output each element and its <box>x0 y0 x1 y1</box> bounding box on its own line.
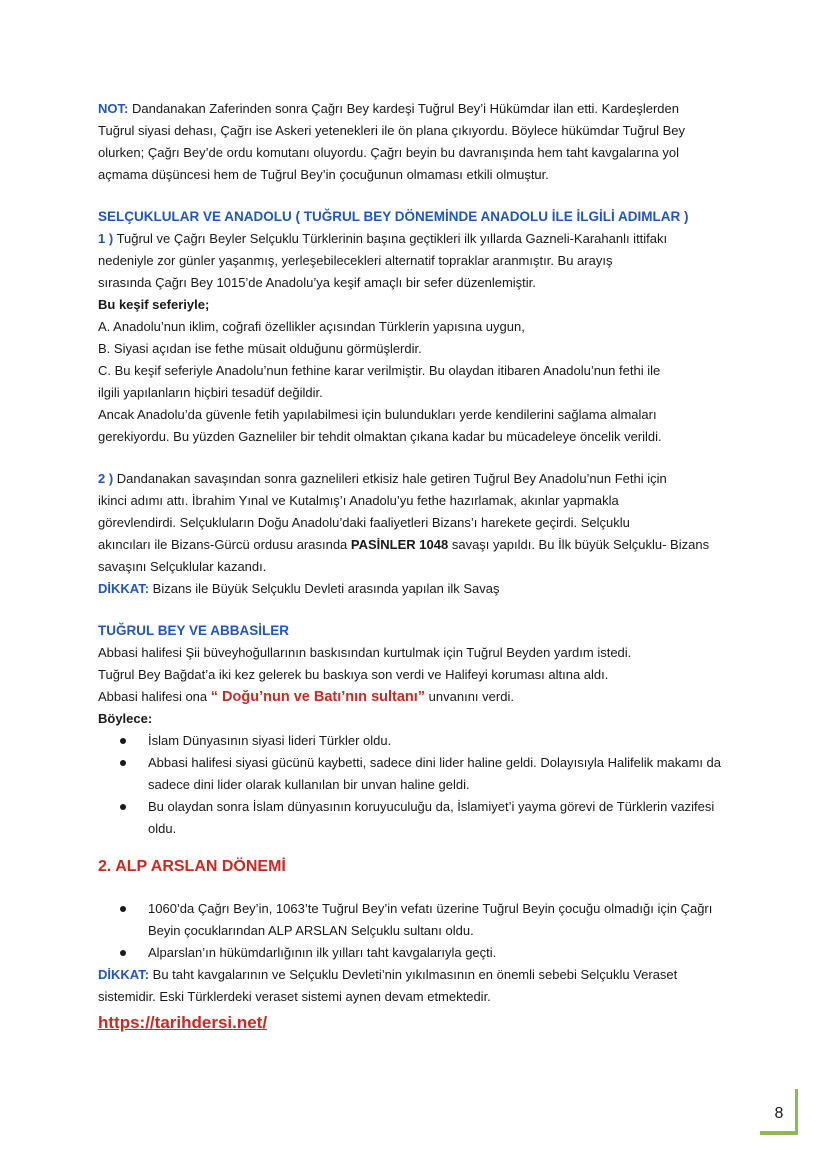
abbasids-line-1: Abbasi halifesi Şii büveyhoğullarının baskısından kurtulmak için Tuğrul Beyden yardım istedi. <box>98 645 632 660</box>
step1-item-c: C. Bu keşif seferiyle Anadolu’nun fethine karar verilmiştir. Bu olaydan itibaren Anadolu’nun fethi ile <box>98 363 661 378</box>
step1-item-b: B. Siyasi açıdan ise fethe müsait olduğunu görmüşlerdir. <box>98 341 422 356</box>
step1-item-d: Ancak Anadolu’da güvenle fetih yapılabilmesi için bulundukları yerde kendilerini sağlama almaları <box>98 407 657 422</box>
dikkat-label: DİKKAT: <box>98 581 150 596</box>
step2-line-3: görevlendirdi. Selçukluların Doğu Anadolu’daki faaliyetleri Bizans’ı harekete geçirdi. Selçuklu <box>98 515 630 530</box>
anatolia-heading: SELÇUKLULAR VE ANADOLU ( TUĞRUL BEY DÖNEMİNDE ANADOLU İLE İLGİLİ ADIMLAR ) <box>98 209 689 224</box>
note-line-3: olurken; Çağrı Bey’de ordu komutanı oluyordu. Çağrı beyin bu davranışında hem taht kavgalarına yol <box>98 145 680 160</box>
step1-num: 1 ) <box>98 231 114 246</box>
abbasids-line-2: Tuğrul Bey Bağdat’a iki kez gelerek bu baskıya son verdi ve Halifeyi koruması altına aldı. <box>98 667 609 682</box>
step1-item-a: A. Anadolu’nun iklim, coğrafi özellikler açısından Türklerin yapısına uygun, <box>98 319 525 334</box>
document-page <box>98 98 738 1036</box>
list-item: İslam Dünyasının siyasi lideri Türkler oldu. <box>120 730 738 752</box>
alparslan-dikkat-line-1: DİKKAT: Bu taht kavgalarının ve Selçuklu Devleti’nin yıkılmasının en önemli sebebi Selçuklu Veraset <box>98 967 678 982</box>
step1-line-2: nedeniyle zor günler yaşanmış, yerleşebilecekleri alternatif topraklar aranmıştır. Bu arayış <box>98 253 613 268</box>
alparslan-heading: 2. ALP ARSLAN DÖNEMİ <box>98 858 286 875</box>
page-number: 8 <box>774 1105 784 1122</box>
site-link[interactable]: https://tarihdersi.net/ <box>98 1013 268 1032</box>
dikkat-line: DİKKAT: Bizans ile Büyük Selçuklu Devleti arasında yapılan ilk Savaş <box>98 581 500 596</box>
step1-line-3: sırasında Çağrı Bey 1015’de Anadolu’ya keşif amaçlı bir sefer düzenlemiştir. <box>98 275 536 290</box>
list-item: Alparslan’ın hükümdarlığının ilk yılları taht kavgalarıyla geçti. <box>120 942 738 964</box>
list-item: Abbasi halifesi siyasi gücünü kaybetti, sadece dini lider haline geldi. Dolayısıyla Halifelik makamı da sadece dini lider olarak kullanılan bir unvan haline geldi. <box>120 752 738 796</box>
bullet-icon <box>120 906 126 912</box>
pasinler-battle: PASİNLER 1048 <box>350 537 449 552</box>
list-item: Bu olaydan sonra İslam dünyasının koruyuculuğu da, İslamiyet’i yayma görevi de Türklerin vazifesi oldu. <box>120 796 738 840</box>
bullet-icon <box>120 804 126 810</box>
step2-line-5: savaşını Selçuklular kazandı. <box>98 559 267 574</box>
note-line-1: NOT: Dandanakan Zaferinden sonra Çağrı Bey kardeşi Tuğrul Bey’i Hükümdar ilan etti. Kardeşlerden <box>98 101 679 116</box>
alparslan-bullets <box>98 898 738 964</box>
step2-num: 2 ) <box>98 471 114 486</box>
step1-bold-line: Bu keşif seferiyle; <box>98 297 210 312</box>
abbasids-heading: TUĞRUL BEY VE ABBASİLER <box>98 623 290 638</box>
note-label: NOT: <box>98 101 129 116</box>
bullet-icon <box>120 760 126 766</box>
site-link-line <box>98 1010 738 1036</box>
step2-line-2: ikinci adımı attı. İbrahim Yınal ve Kutalmış’ı Anadolu’yu fethe hazırlamak, akınlar yapmakla <box>98 493 619 508</box>
note-line-4: açmama düşüncesi hem de Tuğrul Bey’in çocuğunun olmaması etkili olmuştur. <box>98 167 549 182</box>
boylece-label: Böylece: <box>98 711 153 726</box>
abbasids-title-line: Abbasi halifesi ona “ Doğu’nun ve Batı’nın sultanı” unvanını verdi. <box>98 689 514 705</box>
note-line-2: Tuğrul siyasi dehası, Çağrı ise Askeri yetenekleri ile ön plana çıkıyordu. Böylece hükümdar Tuğrul Bey <box>98 123 685 138</box>
bullet-icon <box>120 738 126 744</box>
alparslan-dikkat-label: DİKKAT: <box>98 967 150 982</box>
bullet-icon <box>120 950 126 956</box>
alparslan-dikkat-line-2: sistemidir. Eski Türklerdeki veraset sistemi aynen devam etmektedir. <box>98 989 491 1004</box>
list-item: 1060’da Çağrı Bey’in, 1063’te Tuğrul Bey’in vefatı üzerine Tuğrul Beyin çocuğu olmadığı için Çağrı Beyin çocuklarından ALP ARSLAN Selçuklu sultanı oldu. <box>120 898 738 942</box>
step1-item-d2: gerekiyordu. Bu yüzden Gazneliler bir tehdit olmaktan çıkana kadar bu mücadeleye öncelik verildi. <box>98 429 662 444</box>
sultan-title: “ Doğu’nun ve Batı’nın sultanı” <box>210 689 426 705</box>
step2-line-4: akıncıları ile Bizans-Gürcü ordusu arasında PASİNLER 1048 savaşı yapıldı. Bu İlk büyük Selçuklu- Bizans <box>98 537 710 552</box>
step2-line-1: 2 ) Dandanakan savaşından sonra gaznelileri etkisiz hale getiren Tuğrul Bey Anadolu’nun Fethi için <box>98 471 667 486</box>
abbasids-bullets <box>98 730 738 840</box>
step1-item-c2: ilgili yapılanların hiçbiri tesadüf değildir. <box>98 385 323 400</box>
page-number-underline <box>760 1131 798 1135</box>
step1-line-1: 1 ) Tuğrul ve Çağrı Beyler Selçuklu Türklerinin başına geçtikleri ilk yıllarda Gazneli-Karahanlı ittifakı <box>98 231 668 246</box>
